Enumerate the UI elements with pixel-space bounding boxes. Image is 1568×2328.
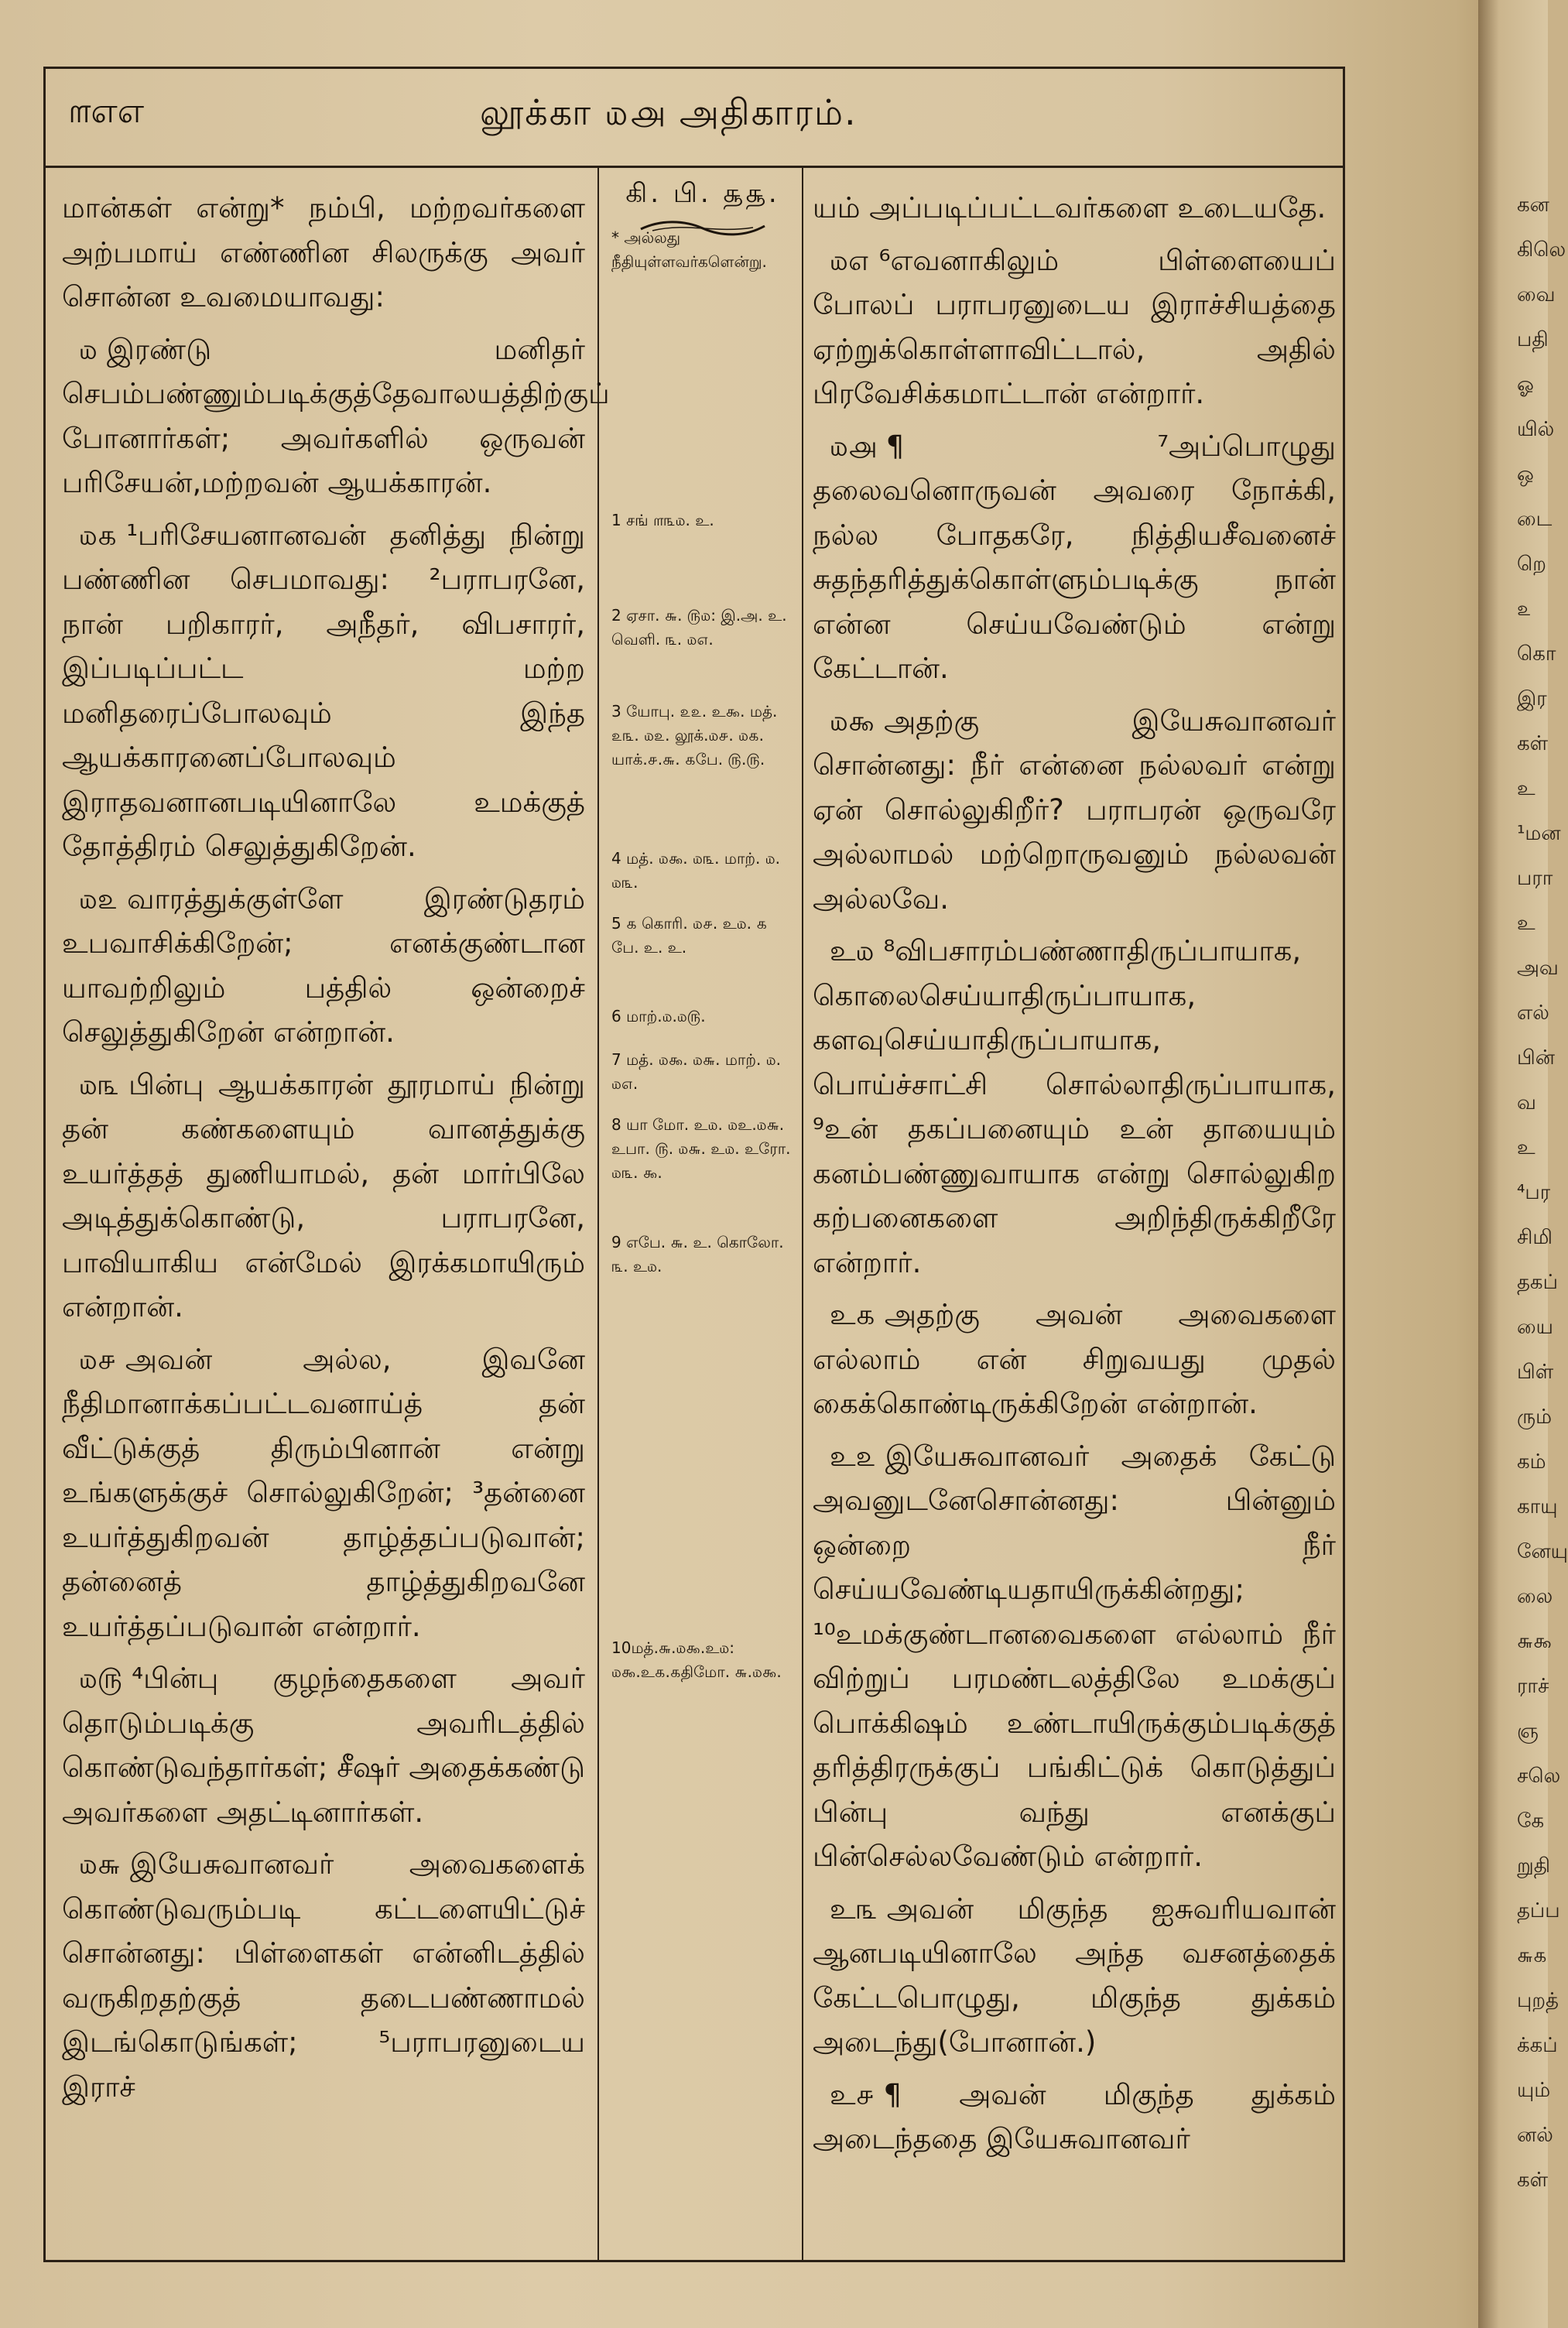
verse — [62, 1063, 585, 1330]
next-page-fragment: வ — [1517, 1091, 1536, 1114]
next-page-fragment: றெ — [1517, 553, 1546, 576]
verse-text: அவன் மிகுந்த ஐசுவரியவான் ஆனபடியினாலே அந்த வசனத்தைக் கேட்டபொழுது, மிகுந்த துக்கம் அடைந்து(போனான்.) — [813, 1892, 1336, 2059]
next-page-fragment: லை — [1517, 1585, 1553, 1608]
next-page-fragment: சிமி — [1517, 1226, 1553, 1249]
next-page-fragment: இர — [1517, 687, 1547, 710]
next-page-fragment: தகப் — [1517, 1271, 1558, 1294]
verse — [813, 2073, 1336, 2162]
verse-number: உ௪ — [830, 2077, 875, 2111]
year-heading: கி. பி. ௲௲. — [625, 178, 780, 209]
next-page-fragment: டை — [1517, 508, 1553, 531]
verse-number: ௰௭ — [830, 243, 870, 277]
verse-number: ௰௫ — [79, 1662, 123, 1695]
verse-text: ¶ ⁷அப்பொழுது தலைவனொருவன் அவரை நோக்கி, நல்ல போதகரே, நித்தியசீவனைச் சுதந்தரித்துக்கொள்ளும்படிக்கு நான் என்ன செய்யவேண்டும் என்று கேட்டான். — [813, 429, 1336, 685]
header-rule — [43, 166, 1345, 168]
frame-rule-bottom — [43, 2260, 1345, 2262]
frame-rule-top — [43, 67, 1345, 69]
verse — [62, 1337, 585, 1649]
verse-text: அவன் அல்ல, இவனே நீதிமானாக்கப்பட்டவனாய்த் தன் வீட்டுக்குத் திரும்பினான் என்று உங்களுக்குச் சொல்லுகிறேன்; ³தன்னை உயர்த்துகிறவன் தாழ்த்தப்படுவான்; தன்னைத் தாழ்த்துகிறவனே உயர்த்தப்படுவான் என்றார். — [62, 1342, 585, 1643]
next-page-fragment: தப்ப — [1517, 1899, 1560, 1922]
right-text-column — [813, 186, 1336, 2169]
next-page-fragment: சலெ — [1517, 1765, 1561, 1788]
next-page-fragment: னேயு — [1517, 1540, 1568, 1563]
next-page-fragment: எல் — [1517, 1001, 1549, 1025]
verse-number: ௰௮ — [830, 429, 877, 463]
verse-text: வாரத்துக்குள்ளே இரண்டுதரம் உபவாசிக்கிறேன்; எனக்குண்டான யாவற்றிலும் பத்தில் ஒன்றைச் செலுத்துகிறேன் என்றான். — [62, 882, 585, 1049]
verse-text: அதற்கு இயேசுவானவர் சொன்னது: நீர் என்னை நல்லவர் என்று ஏன் சொல்லுகிறீர்? பராபரன் ஒருவரே அல்லாமல் மற்றொருவனும் நல்லவன் அல்லவே. — [813, 704, 1336, 916]
next-page-fragment: ௨ — [1517, 597, 1532, 621]
frame-rule-left — [43, 67, 46, 2262]
cross-reference-note: 7 மத். ௰௯. ௰௬. மாற். ௰. ௰௭. — [611, 1050, 781, 1093]
next-page-fragment: ஒ — [1517, 463, 1534, 486]
cross-reference-note: 10மத்.௬.௰௯.உ௰: ௰௯.உ௧.௧திமோ. ௬.௰௯. — [611, 1638, 782, 1681]
verse-text: ⁸விபசாரம்பண்ணாதிருப்பாயாக, கொலைசெய்யாதிருப்பாயாக, களவுசெய்யாதிருப்பாயாக, பொய்ச்சாட்சி சொல்லாதிருப்பாயாக, ⁹உன் தகப்பனையும் உன் தாயையும் கனம்பண்ணுவாயாக என்று சொல்லுகிற கற்பனைகளை அறிந்திருக்கிறீரே என்றார். — [813, 934, 1336, 1279]
verse-text: இரண்டு மனிதர் செபம்பண்ணும்படிக்குத்தேவாலயத்திற்குப் போனார்கள்; அவர்களில் ஒருவன் பரிசேயன்,மற்றவன் ஆயக்காரன். — [62, 332, 610, 499]
verse-number: உ௰ — [830, 934, 875, 967]
next-page-fragment: பதி — [1517, 328, 1549, 351]
next-page-fragment: க்கப் — [1517, 2034, 1558, 2057]
verse-number: ௰௪ — [79, 1342, 116, 1376]
verse-number: உ௧ — [830, 1298, 875, 1331]
verse-text: மான்கள் என்று* நம்பி, மற்றவர்களை அற்பமாய் எண்ணின சிலருக்கு அவர் சொன்ன உவமையாவது: — [62, 191, 585, 313]
next-page-fragment: ⁴பர — [1517, 1181, 1551, 1204]
next-page-fragment: புறத் — [1517, 1989, 1559, 2012]
next-page-fragment: கள் — [1517, 2169, 1549, 2192]
verse-text: இயேசுவானவர் அதைக் கேட்டு அவனுடனேசொன்னது: பின்னும் ஒன்றை நீர் செய்யவேண்டியதாயிருக்கின்றது; ¹⁰உமக்குண்டானவைகளை எல்லாம் நீர் விற்றுப் பரமண்டலத்திலே உமக்குப் பொக்கிஷம் உண்டாயிருக்கும்படிக்குத் தரித்திரருக்குப் பங்கிட்டுக் கொடுத்துப் பின்பு வந்து எனக்குப் பின்செல்லவேண்டும் என்றார். — [813, 1439, 1336, 1873]
next-page-fragment: காயு — [1517, 1495, 1558, 1518]
left-text-column — [62, 186, 610, 2117]
next-page-fragment: யை — [1517, 1316, 1553, 1339]
cross-reference-note: 9 எபே. ௬. உ. கொலோ. ௩. உ௰. — [611, 1233, 784, 1275]
next-page-fragment: உ — [1517, 777, 1535, 800]
next-page-fragment: உ — [1517, 1136, 1535, 1159]
next-page-fragment: யும் — [1517, 2079, 1551, 2102]
verse-number: உ௩ — [830, 1892, 878, 1926]
verse — [813, 1434, 1336, 1879]
verse — [62, 513, 585, 869]
verse — [62, 877, 585, 1055]
verse-number: ௰௨ — [79, 882, 118, 916]
verse — [62, 1656, 585, 1834]
next-page-fragment: ௬௧ — [1517, 1944, 1547, 1967]
next-page-fragment: உ — [1517, 912, 1535, 935]
verse — [62, 186, 585, 320]
verse — [813, 1292, 1336, 1426]
next-page-fragment: யில் — [1517, 418, 1555, 441]
next-page-fragment: றுதி — [1517, 1854, 1551, 1878]
next-page-fragment: பிள் — [1517, 1361, 1554, 1384]
column-rule-right — [802, 166, 803, 2260]
cross-reference-note: 4 மத். ௰௯. ௰௩. மாற். ௰. ௰௩. — [611, 849, 781, 892]
cross-reference-note: 8 யா மோ. உ௰. ௰உ.௰௬. உபா. ௫. ௰௬. உ௰. உரோ. ௰௩. ௯. — [611, 1115, 791, 1182]
verse-number: ௰௧ — [79, 518, 118, 552]
next-page-fragment: ௬௯ — [1517, 1630, 1553, 1653]
verse — [62, 1842, 585, 2109]
next-page-fragment: வை — [1517, 283, 1556, 306]
next-page-fragment: ஞ — [1517, 1720, 1539, 1743]
reference-notes — [611, 228, 794, 1797]
next-page-fragment: ஓ — [1517, 373, 1534, 396]
cross-reference-note: 3 யோபு. ௨௨. உ௯. மத். ௨௩. ௰௨. லூக்.௰௪. ௰௧. யாக்.௪.௬. ௧பே. ௫.௫. — [611, 702, 778, 769]
next-page-fragment: கே — [1517, 1809, 1545, 1833]
verse-text: ¶ அவன் மிகுந்த துக்கம் அடைந்ததை இயேசுவானவர் — [813, 2077, 1336, 2155]
page-number: ௱எஎ — [68, 91, 145, 131]
cross-reference-note: 1 சங் ௱௩௰. உ. — [611, 511, 714, 529]
marginal-references-column — [611, 178, 794, 1797]
next-page-fragment: பரா — [1517, 867, 1553, 890]
verse-text: இயேசுவானவர் அவைகளைக் கொண்டுவரும்படி கட்டளையிட்டுச் சொன்னது: பிள்ளைகள் என்னிடத்தில் வருகிறதற்குத் தடைபண்ணாமல் இடங்கொடுங்கள்; ⁵பராபரனுடைய இராச் — [62, 1847, 585, 2104]
next-page-fragment: கம் — [1517, 1450, 1546, 1474]
verse-number: ௰௯ — [830, 704, 875, 738]
next-page-edge — [1478, 0, 1568, 2328]
verse-text: யம் அப்படிப்பட்டவர்களை உடையதே. — [813, 191, 1327, 224]
cross-reference-note: 6 மாற்.௰.௰௫. — [611, 1007, 706, 1025]
next-page-fragment: ராச் — [1517, 1675, 1549, 1698]
verse-text: அதற்கு அவன் அவைகளை எல்லாம் என் சிறுவயது முதல் கைக்கொண்டிருக்கிறேன் என்றான். — [813, 1298, 1336, 1420]
verse-number: உ௨ — [830, 1439, 876, 1473]
running-title: லூக்கா ௰௮ அதிகாரம். — [480, 91, 858, 133]
next-page-fragment: ¹மன — [1517, 822, 1561, 845]
next-page-fragment: கள் — [1517, 732, 1549, 755]
frame-rule-right — [1343, 67, 1345, 2262]
column-rule-left — [597, 166, 599, 2260]
verse-text: ⁴பின்பு குழந்தைகளை அவர் தொடும்படிக்கு அவரிடத்தில் கொண்டுவந்தார்கள்; சீஷர் அதைக்கண்டு அவர்களை அதட்டினார்கள். — [62, 1662, 585, 1829]
verse — [62, 327, 610, 505]
next-page-fragment: கன — [1517, 193, 1549, 217]
next-page-fragment: கிலெ — [1517, 238, 1566, 262]
verse-number: ௰௬ — [79, 1847, 121, 1881]
verse — [813, 238, 1336, 416]
verse — [813, 186, 1336, 231]
cross-reference-note: * அல்லது நீதியுள்ளவர்களென்று. — [611, 228, 767, 271]
next-page-fragment: ரும் — [1517, 1405, 1553, 1429]
cross-reference-note: 5 ௧ கொரி. ௰௪. உ௰. ௧ பே. உ. உ. — [611, 914, 768, 957]
verse-text: பின்பு ஆயக்காரன் தூரமாய் நின்று தன் கண்களையும் வானத்துக்கு உயர்த்தத் துணியாமல், தன் மார்பிலே அடித்துக்கொண்டு, பராபரனே, பாவியாகிய என்மேல் இரக்கமாயிரும் என்றான். — [62, 1067, 585, 1323]
next-page-fragment: கொ — [1517, 642, 1556, 666]
cross-reference-note: 2 ஏசா. ௬. ௫௰: இ.அ. உ. வெளி. ௩. ௰௭. — [611, 606, 787, 649]
verse-number: ௰௩ — [79, 1067, 120, 1101]
verse-text: ⁶எவனாகிலும் பிள்ளையைப் போலப் பராபரனுடைய இராச்சியத்தை ஏற்றுக்கொள்ளாவிட்டால், அதில் பிரவேசிக்கமாட்டான் என்றார். — [813, 243, 1336, 410]
next-page-fragment: னல் — [1517, 2124, 1553, 2147]
next-page-fragment: அவ — [1517, 957, 1559, 980]
verse-text: ¹பரிசேயனானவன் தனித்து நின்று பண்ணின செபமாவது: ²பராபரனே, நான் பறிகாரர், அநீதர், விபசாரர், இப்படிப்பட்ட மற்ற மனிதரைப்போலவும் இந்த ஆயக்காரனைப்போலவும் இராதவனானபடியினாலே உமக்குத் தோத்திரம் செலுத்துகிறேன். — [62, 518, 585, 863]
verse — [813, 424, 1336, 691]
verse — [813, 929, 1336, 1285]
next-page-fragment: பின் — [1517, 1046, 1555, 1070]
verse — [813, 1887, 1336, 2065]
verse — [813, 699, 1336, 922]
verse-number: ௰ — [79, 332, 98, 366]
